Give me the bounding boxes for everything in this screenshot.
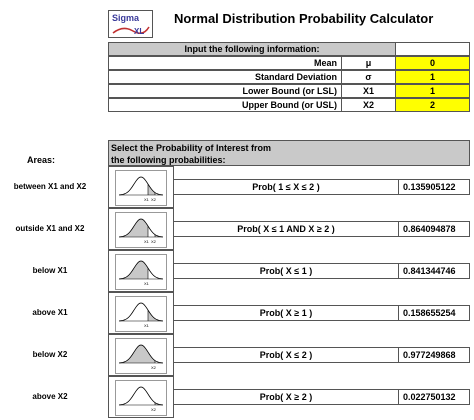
area-label: above X1 xyxy=(32,308,68,317)
areas-label: Areas: xyxy=(27,155,56,165)
probability-option[interactable] xyxy=(173,347,399,363)
distribution-curve-image xyxy=(115,254,167,290)
probability-option-label: Prob( X ≤ 1 AND X ≥ 2 ) xyxy=(237,224,335,234)
input-value-field[interactable]: 0 xyxy=(395,56,470,70)
probability-value: 0.022750132 xyxy=(398,389,470,405)
logo-text-sigma: Sigma xyxy=(112,13,140,23)
probability-option-label: Prob( X ≥ 1 ) xyxy=(259,308,313,318)
area-label: outside X1 and X2 xyxy=(15,224,85,233)
page-title: Normal Distribution Probability Calculator xyxy=(174,11,434,26)
select-header-line1: Select the Probability of Interest from xyxy=(111,143,272,153)
probability-option[interactable] xyxy=(173,389,399,405)
probability-option[interactable] xyxy=(173,263,399,279)
select-header-line2: the following probabilities: xyxy=(111,155,226,165)
curve-x-label: X1 xyxy=(144,197,149,202)
select-header xyxy=(108,140,470,166)
input-label: Upper Bound (or USL) xyxy=(108,98,342,112)
input-value-field[interactable]: 1 xyxy=(395,70,470,84)
area-label: below X2 xyxy=(32,350,68,359)
probability-value: 0.977249868 xyxy=(398,347,470,363)
distribution-curve-cell xyxy=(108,250,174,292)
probability-value: 0.841344746 xyxy=(398,263,470,279)
input-symbol: X2 xyxy=(341,98,396,112)
distribution-curve-cell xyxy=(108,208,174,250)
distribution-curve-image xyxy=(115,170,167,206)
input-symbol: μ xyxy=(341,56,396,70)
probability-option-label: Prob( X ≤ 2 ) xyxy=(259,350,313,360)
input-label: Lower Bound (or LSL) xyxy=(108,84,342,98)
area-label: below X1 xyxy=(32,266,68,275)
input-symbol: X1 xyxy=(341,84,396,98)
distribution-curve-cell xyxy=(108,166,174,208)
distribution-curve-cell xyxy=(108,334,174,376)
normal-curve-icon xyxy=(117,297,165,332)
input-value-field[interactable]: 2 xyxy=(395,98,470,112)
curve-x-label: X2 xyxy=(151,197,156,202)
area-label: between X1 and X2 xyxy=(13,182,87,191)
probability-option-label: Prob( X ≤ 1 ) xyxy=(259,266,313,276)
logo-swoosh-icon xyxy=(111,23,151,37)
probability-value: 0.158655254 xyxy=(398,305,470,321)
normal-curve-icon xyxy=(117,255,165,290)
probability-option[interactable] xyxy=(173,305,399,321)
distribution-curve-image xyxy=(115,380,167,416)
input-label: Standard Deviation xyxy=(108,70,342,84)
area-label: above X2 xyxy=(32,392,68,401)
logo-text-xl: XL xyxy=(134,27,145,36)
curve-x-label: X1 xyxy=(144,239,149,244)
input-header-spacer xyxy=(395,42,470,56)
input-value-field[interactable]: 1 xyxy=(395,84,470,98)
normal-curve-icon xyxy=(117,213,165,248)
probability-option[interactable] xyxy=(173,179,399,195)
probability-option-label: Prob( X ≥ 2 ) xyxy=(259,392,313,402)
sigmaxl-logo xyxy=(108,10,153,38)
probability-option[interactable] xyxy=(173,221,399,237)
curve-x-label: X2 xyxy=(151,239,156,244)
distribution-curve-image xyxy=(115,338,167,374)
probability-value: 0.135905122 xyxy=(398,179,470,195)
curve-x-label: X1 xyxy=(144,281,149,286)
distribution-curve-image xyxy=(115,212,167,248)
input-symbol: σ xyxy=(341,70,396,84)
input-header: Input the following information: xyxy=(108,42,396,56)
input-label: Mean xyxy=(108,56,342,70)
distribution-curve-cell xyxy=(108,376,174,418)
curve-x-label: X2 xyxy=(151,407,156,412)
normal-curve-icon xyxy=(117,381,165,416)
distribution-curve-image xyxy=(115,296,167,332)
normal-curve-icon xyxy=(117,171,165,206)
distribution-curve-cell xyxy=(108,292,174,334)
normal-curve-icon xyxy=(117,339,165,374)
probability-value: 0.864094878 xyxy=(398,221,470,237)
curve-x-label: X1 xyxy=(144,323,149,328)
curve-x-label: X2 xyxy=(151,365,156,370)
probability-option-label: Prob( 1 ≤ X ≤ 2 ) xyxy=(252,182,320,192)
